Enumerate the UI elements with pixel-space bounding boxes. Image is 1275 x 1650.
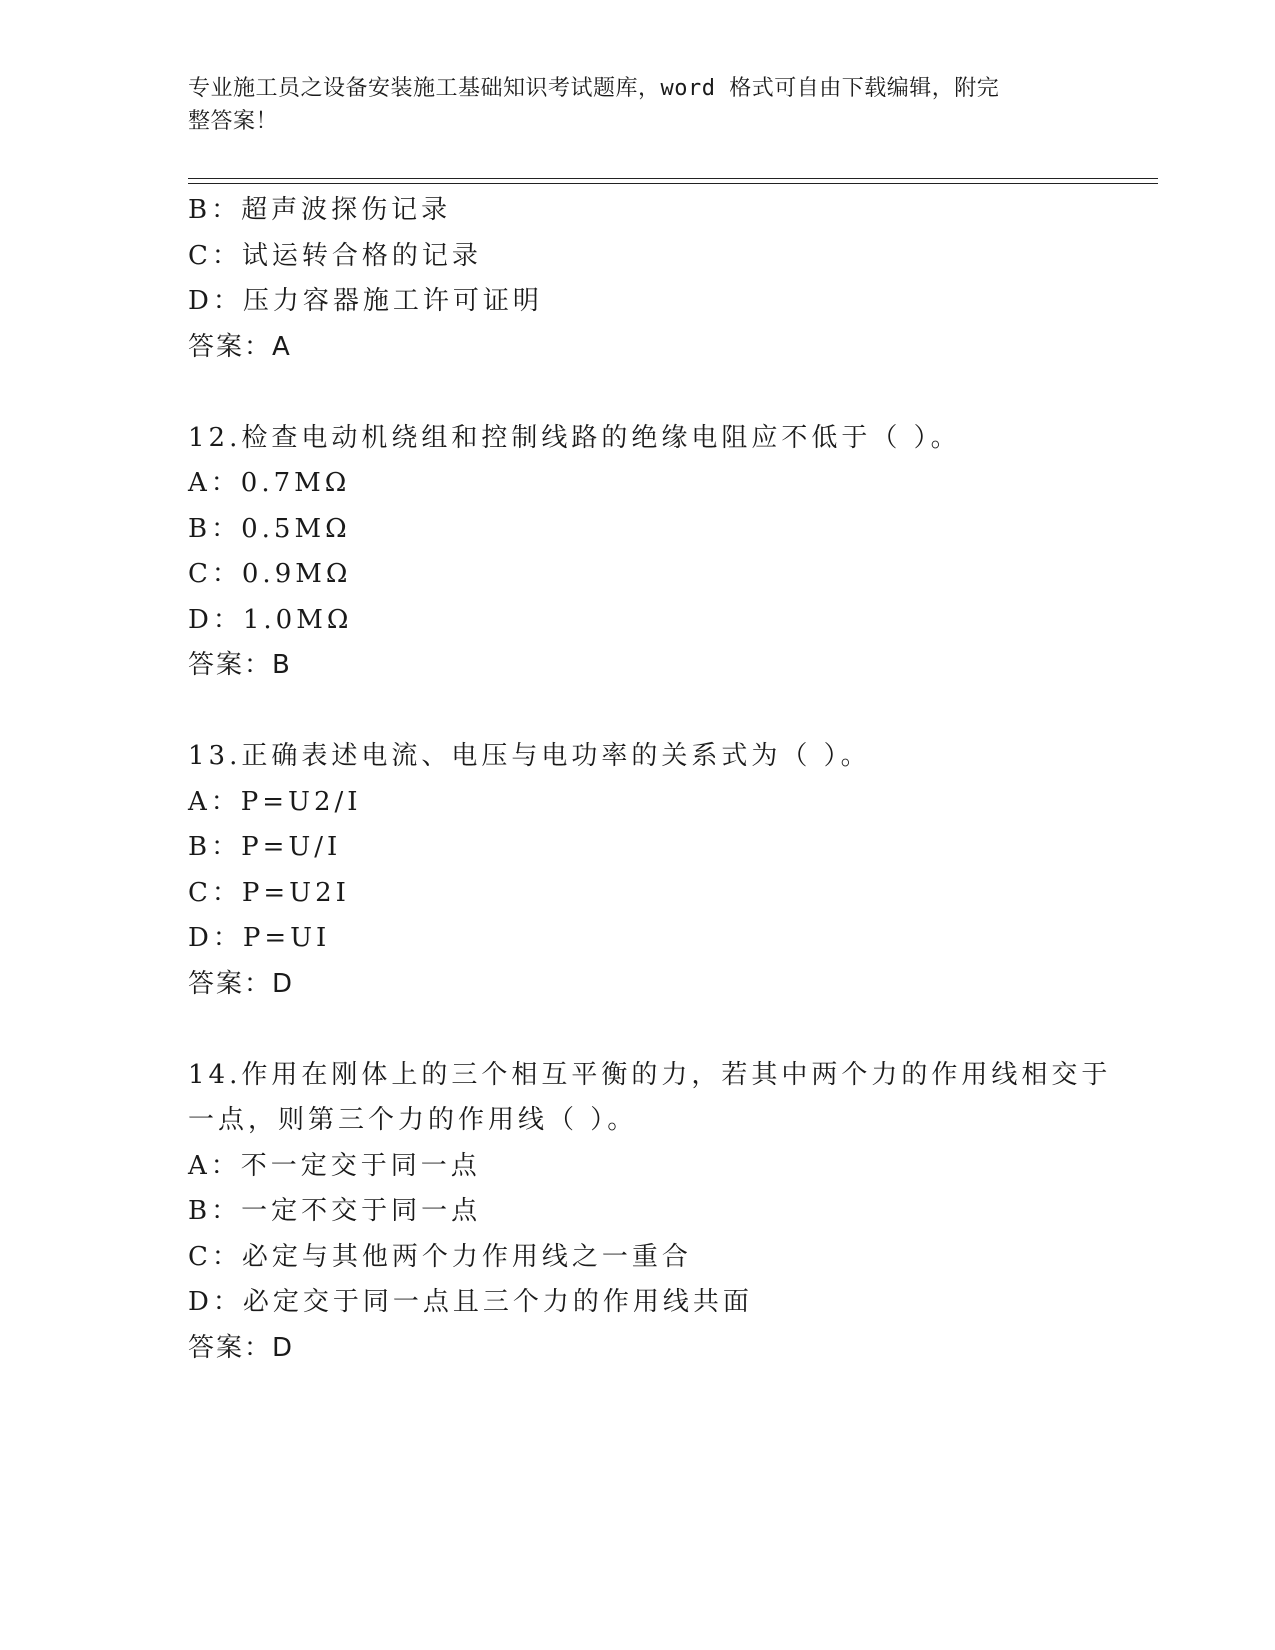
- option-c: C：0.9MΩ: [188, 559, 352, 589]
- question-stem: 12.检查电动机绕组和控制线路的绝缘电阻应不低于（ ）。: [188, 422, 961, 453]
- spacer: [188, 370, 1088, 416]
- header-line-2: 整答案！: [188, 109, 279, 134]
- spacer: [188, 689, 1088, 735]
- option-a: A：不一定交于同一点: [188, 1150, 481, 1181]
- answer-line: 答案：D: [188, 1332, 295, 1363]
- document-header: [188, 72, 1068, 138]
- question-list: [188, 188, 1112, 1371]
- question-13: [188, 734, 1088, 1007]
- option-b: B：0.5MΩ: [188, 513, 351, 544]
- option-b: B：超声波探伤记录: [188, 195, 452, 225]
- header-line-1: 专业施工员之设备安装施工基础知识考试题库，word 格式可自由下载编辑，附完: [188, 76, 1000, 101]
- header-divider-top: [188, 178, 1158, 179]
- question-stem-line-1: 14.作用在刚体上的三个相互平衡的力，若其中两个力的作用线相交于: [188, 1059, 1112, 1090]
- question-14: [188, 1053, 1112, 1372]
- header-divider-bottom: [188, 183, 1158, 184]
- option-a: A：P=U2/I: [188, 786, 362, 817]
- option-b: B：P=U/I: [188, 832, 342, 862]
- spacer: [188, 1007, 1088, 1053]
- answer-line: 答案：A: [188, 331, 292, 362]
- question-stem: 13.正确表述电流、电压与电功率的关系式为（ ）。: [188, 741, 871, 771]
- option-c: C：P=U2I: [188, 877, 350, 908]
- option-c: C：试运转合格的记录: [188, 240, 482, 271]
- option-b: B：一定不交于同一点: [188, 1196, 482, 1226]
- option-c: C：必定与其他两个力作用线之一重合: [188, 1241, 692, 1272]
- option-d: D：P=UI: [188, 923, 331, 953]
- question-11-continued: [188, 188, 1088, 370]
- option-d: D：1.0MΩ: [188, 604, 353, 635]
- option-d: D：必定交于同一点且三个力的作用线共面: [188, 1287, 753, 1317]
- answer-line: 答案：B: [188, 650, 292, 680]
- option-d: D：压力容器施工许可证明: [188, 286, 543, 316]
- option-a: A：0.7MΩ: [188, 468, 351, 498]
- question-stem-line-2: 一点，则第三个力的作用线（ ）。: [188, 1105, 638, 1135]
- answer-line: 答案：D: [188, 968, 295, 999]
- question-12: [188, 416, 1088, 689]
